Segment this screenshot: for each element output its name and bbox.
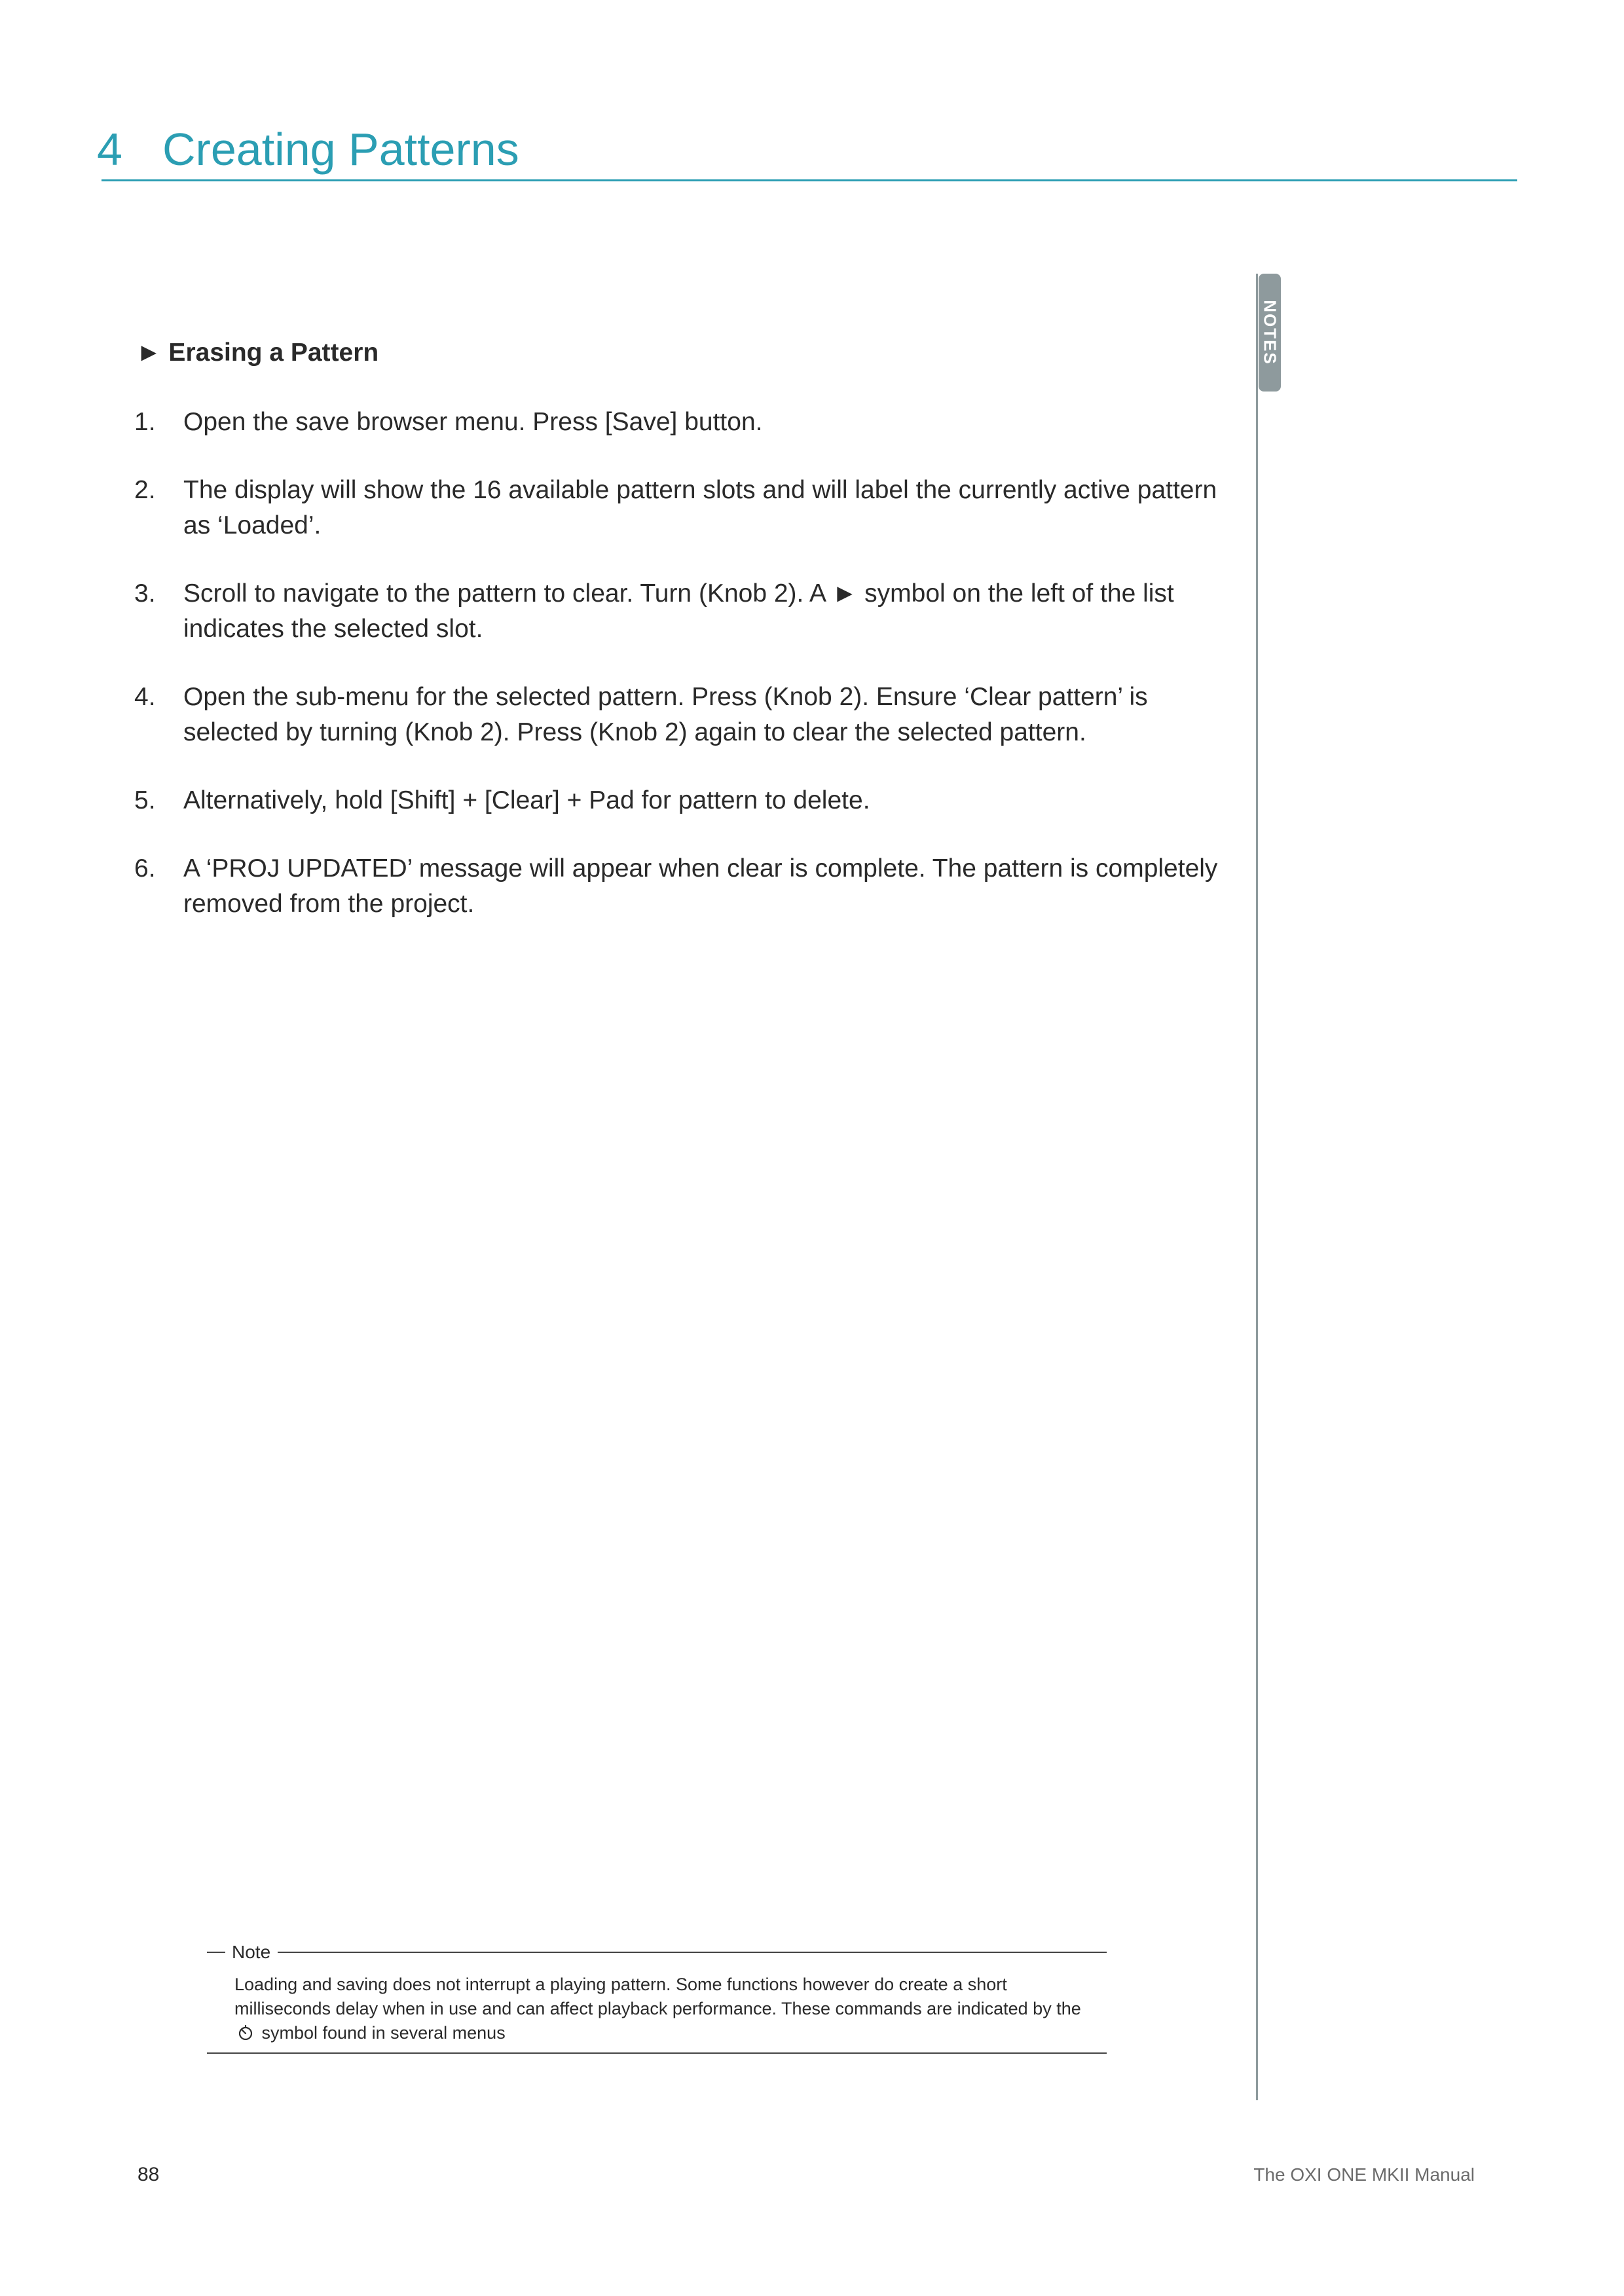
- step-item: [134, 783, 1221, 818]
- notes-tab-label: NOTES: [1260, 300, 1280, 365]
- manual-title: The OXI ONE MKII Manual: [1253, 2164, 1475, 2185]
- step-text: Open the sub-menu for the selected pattern. Press (Knob 2). Ensure ‘Clear pattern’ is selected by turning (Knob 2). Press (Knob 2) again to clear the selected pattern.: [183, 683, 1148, 746]
- step-text: The display will show the 16 available pattern slots and will label the currently active pattern as ‘Loaded’.: [183, 476, 1217, 539]
- note-divider-left: [207, 1952, 225, 1953]
- notes-sidebar-line: [1256, 274, 1258, 2100]
- chapter-header: [97, 117, 1518, 182]
- chapter-number: 4: [97, 124, 122, 175]
- chapter-title: Creating Patterns: [162, 124, 519, 175]
- step-item: [134, 473, 1221, 543]
- section-heading: ► Erasing a Pattern: [136, 338, 379, 367]
- step-number: 1.: [134, 408, 156, 436]
- step-text: Alternatively, hold [Shift] + [Clear] + Pad for pattern to delete.: [183, 786, 870, 814]
- step-text: Open the save browser menu. Press [Save] button.: [183, 408, 763, 436]
- note-text: [234, 1973, 1099, 2045]
- header-divider: [101, 179, 1517, 181]
- step-item: [134, 576, 1221, 647]
- step-item: [134, 680, 1221, 750]
- note-text-after: symbol found in several menus: [261, 2023, 506, 2043]
- note-text-before: Loading and saving does not interrupt a playing pattern. Some functions however do create a short milliseconds delay when in use and can affect playback performance. These commands are indicated by the: [234, 1975, 1081, 2018]
- note-divider-right: [278, 1952, 1107, 1953]
- step-number: 6.: [134, 854, 156, 883]
- step-number: 5.: [134, 786, 156, 814]
- step-number: 4.: [134, 683, 156, 711]
- step-item: [134, 405, 1221, 440]
- timer-icon: [237, 2024, 254, 2041]
- step-text: Scroll to navigate to the pattern to clear. Turn (Knob 2). A ► symbol on the left of the list indicates the selected slot.: [183, 579, 1174, 643]
- steps-list: [134, 405, 1221, 955]
- step-item: [134, 851, 1221, 922]
- step-number: 2.: [134, 476, 156, 504]
- step-number: 3.: [134, 579, 156, 608]
- note-box: [207, 1940, 1107, 2054]
- note-label: Note: [232, 1942, 271, 1962]
- notes-tab: [1259, 274, 1281, 392]
- page-number: 88: [138, 2164, 160, 2185]
- step-text: A ‘PROJ UPDATED’ message will appear when clear is complete. The pattern is completely removed from the project.: [183, 854, 1218, 918]
